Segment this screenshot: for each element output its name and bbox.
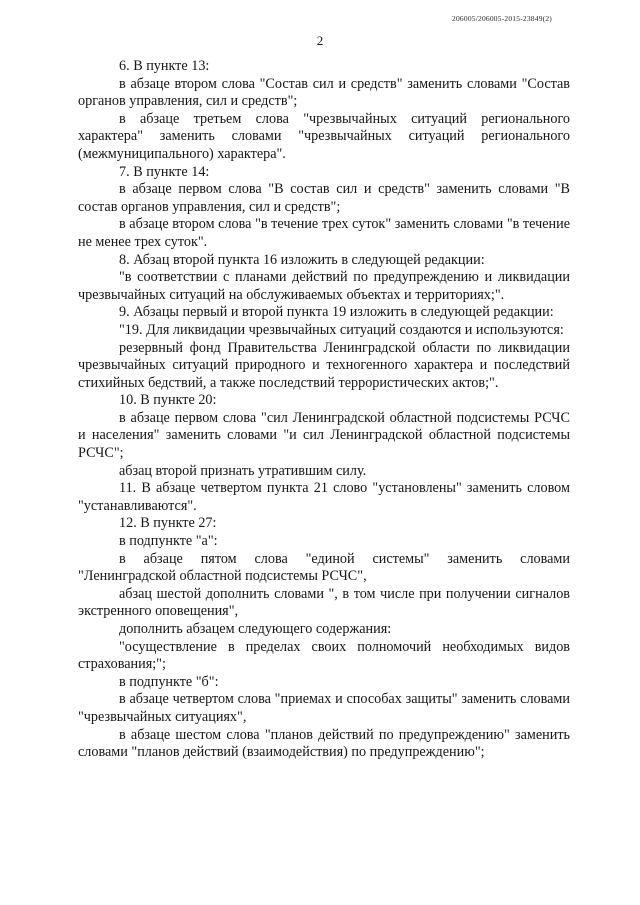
paragraph-item-9: 9. Абзацы первый и второй пункта 19 изложить в следующей редакции: <box>119 304 554 321</box>
paragraph: дополнить абзацем следующего содержания: <box>119 621 392 637</box>
paragraph-item-7: 7. В пункте 14: <box>119 163 210 180</box>
paragraph: в абзаце втором слова "в течение трех суток" заменить словами "в течение не менее трех суток". <box>78 216 570 250</box>
paragraph-item-10: 10. В пункте 20: <box>119 392 217 409</box>
paragraph: резервный фонд Правительства Ленинградской области по ликвидации чрезвычайных ситуаций природного и техногенного характера и последствий стихийных бедствий, а также последствий террористических актов;". <box>78 339 570 391</box>
paragraph: в абзаце первом слова "сил Ленинградской областной подсистемы РСЧС и населения" заменить словами "и сил Ленинградской областной подсистемы РСЧС"; <box>78 409 570 462</box>
page-number: 2 <box>316 33 324 48</box>
paragraph-quote: "19. Для ликвидации чрезвычайных ситуаций создаются и используются: <box>119 321 564 338</box>
paragraph: в абзаце четвертом слова "приемах и способах защиты" заменить словами "чрезвычайных ситуациях", <box>78 691 570 725</box>
document-body <box>78 58 570 762</box>
paragraph-subitem-a: в подпункте "а": <box>119 533 218 550</box>
paragraph-item-11: 11. В абзаце четвертом пункта 21 слово "установлены" заменить словом "устанавливаются". <box>78 480 570 514</box>
paragraph: абзац шестой дополнить словами ", в том числе при получении сигналов экстренного оповещения", <box>78 585 570 620</box>
paragraph: в абзаце втором слова "Состав сил и средств" заменить словами "Состав органов управления, сил и средств"; <box>78 75 570 110</box>
paragraph: в абзаце третьем слова "чрезвычайных ситуаций регионального характера" заменить словами "чрезвычайных ситуаций регионального (межмуниципального) характера". <box>78 110 570 162</box>
paragraph-item-12: 12. В пункте 27: <box>119 515 217 532</box>
paragraph: в абзаце первом слова "В состав сил и средств" заменить словами "В состав органов управления, сил и средств"; <box>78 181 570 215</box>
paragraph: в абзаце пятом слова "единой системы" заменить словами "Ленинградской областной подсистемы РСЧС", <box>78 550 570 585</box>
paragraph: абзац второй признать утратившим силу. <box>119 462 367 479</box>
paragraph: в абзаце шестом слова "планов действий по предупреждению" заменить словами "планов действий (взаимодействия) по предупреждению"; <box>78 726 570 761</box>
paragraph-item-6: 6. В пункте 13: <box>119 58 210 74</box>
paragraph-quote: "осуществление в пределах своих полномочий необходимых видов страхования;"; <box>78 638 570 673</box>
paragraph-quote: "в соответствии с планами действий по предупреждению и ликвидации чрезвычайных ситуаций на обслуживаемых объектах и территориях;". <box>78 269 570 303</box>
document-id: 206005/206005-2015-23849(2) <box>452 14 552 23</box>
paragraph-subitem-b: в подпункте "б": <box>119 673 219 690</box>
paragraph-item-8: 8. Абзац второй пункта 16 изложить в следующей редакции: <box>119 251 485 268</box>
